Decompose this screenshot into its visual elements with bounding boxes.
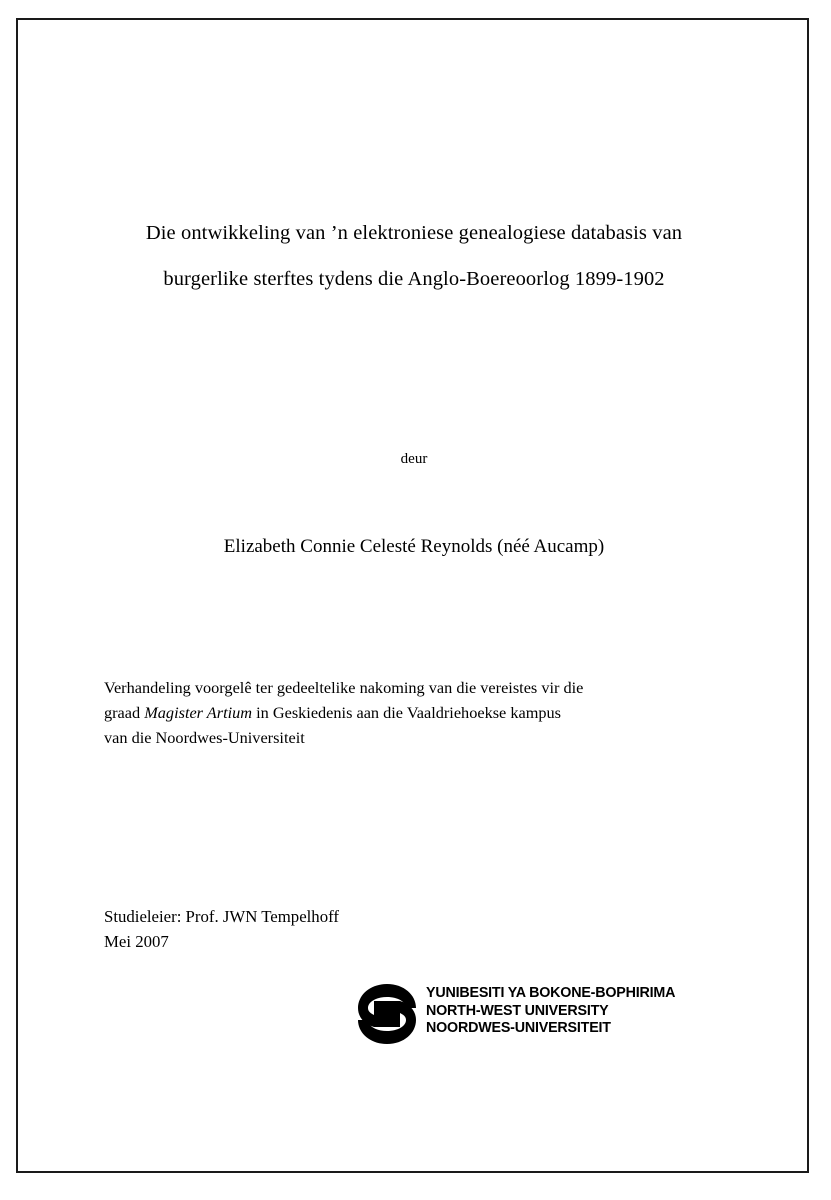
degree-statement-line-2-prefix: graad xyxy=(104,703,145,722)
university-logo xyxy=(254,975,676,1055)
logo-text-line-3: NOORDWES-UNIVERSITEIT xyxy=(426,1020,611,1036)
nwu-logo-icon xyxy=(354,981,420,1047)
logo-text-line-1: YUNIBESITI YA BOKONE-BOPHIRIMA xyxy=(426,985,676,1001)
degree-statement-line-2 xyxy=(104,700,704,725)
author-name: Elizabeth Connie Celesté Reynolds (néé Aucamp) xyxy=(223,536,605,557)
title-line-2: burgerlike sterftes tydens die Anglo-Boereoorlog 1899-1902 xyxy=(163,268,665,290)
author-label: deur xyxy=(400,451,428,467)
document-page xyxy=(16,18,809,1173)
university-logo-text xyxy=(426,985,675,1038)
degree-statement-line-1: Verhandeling voorgelê ter gedeeltelike nakoming van die vereistes vir die xyxy=(104,678,584,697)
title-line-1: Die ontwikkeling van ’n elektroniese genealogiese databasis van xyxy=(145,222,683,244)
degree-statement-line-3: van die Noordwes-Universiteit xyxy=(104,728,305,747)
logo-text-line-2: NORTH-WEST UNIVERSITY xyxy=(426,1002,609,1019)
degree-statement xyxy=(104,675,704,750)
title-page-content xyxy=(104,20,724,1171)
supervisor-block xyxy=(104,904,339,954)
submission-date: Mei 2007 xyxy=(104,932,169,951)
degree-name: Magister Artium xyxy=(144,703,253,722)
page-title xyxy=(104,210,724,302)
supervisor-name: Studieleier: Prof. JWN Tempelhoff xyxy=(104,907,339,926)
degree-statement-line-2-suffix: in Geskiedenis aan die Vaaldriehoekse kampus xyxy=(252,703,561,722)
